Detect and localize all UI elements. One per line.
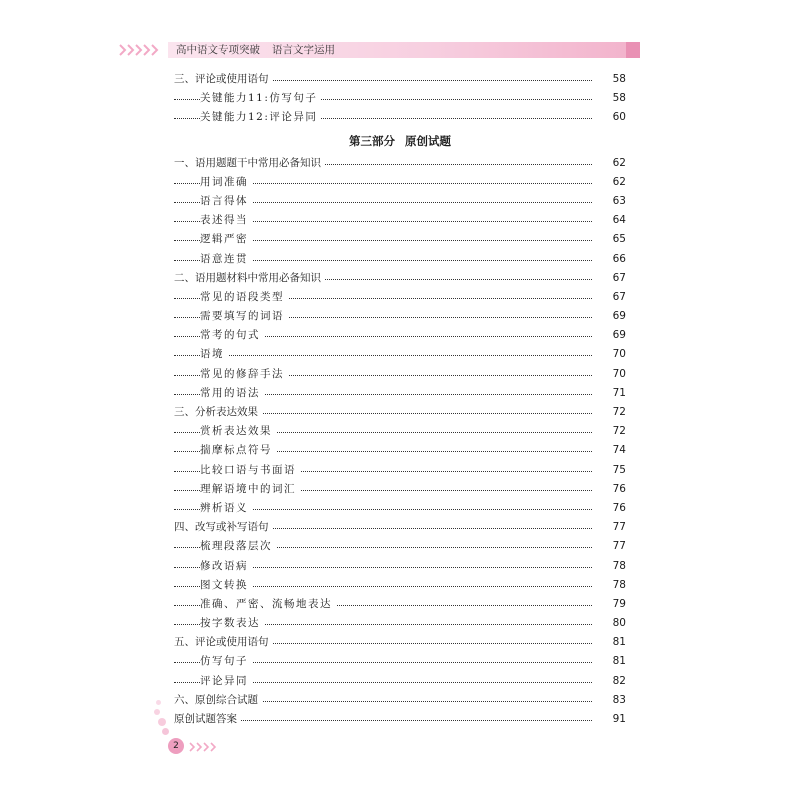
part-name: 原创试题 (405, 133, 451, 148)
toc-entry-label: 图文转换 (200, 576, 252, 595)
toc-entry (174, 672, 626, 691)
dot-leader (174, 355, 592, 356)
toc-entry (174, 307, 626, 326)
toc-entry (174, 557, 626, 576)
page-number-badge: 2 (168, 738, 184, 754)
toc-entry-page: 69 (612, 310, 626, 323)
toc-entry-page: 60 (612, 111, 626, 124)
toc-entry-label: 关键能力12:评论异同 (200, 108, 321, 127)
toc-entry (174, 108, 626, 127)
toc-entry (174, 345, 626, 364)
toc-entry-page: 78 (612, 559, 626, 572)
toc-entry-label: 准确、严密、流畅地表达 (200, 595, 336, 614)
decorative-dot (158, 718, 166, 726)
toc-entry-label: 辨析语义 (200, 499, 252, 518)
toc-entry (174, 403, 626, 422)
toc-entry-label: 梳理段落层次 (200, 537, 276, 556)
toc-entry-page: 62 (612, 156, 626, 169)
toc-entry-page: 75 (612, 463, 626, 476)
decorative-dot (156, 700, 161, 705)
toc-entry (174, 537, 626, 556)
toc-entry (174, 441, 626, 460)
toc-entry-label: 常用的语法 (200, 384, 264, 403)
toc-entry-page: 67 (612, 271, 626, 284)
decorative-dot (154, 709, 160, 715)
toc-pre-list (174, 70, 626, 128)
toc-entry-page: 65 (612, 233, 626, 246)
toc-entry-label: 关键能力11:仿写句子 (200, 89, 321, 108)
table-of-contents (174, 70, 626, 729)
toc-entry-label: 五、评论或使用语句 (174, 633, 273, 652)
chevron-arrows-icon (118, 43, 164, 57)
toc-entry (174, 269, 626, 288)
toc-entry (174, 384, 626, 403)
toc-entry-page: 58 (612, 92, 626, 105)
toc-entry-label: 常考的句式 (200, 326, 264, 345)
toc-entry (174, 89, 626, 108)
toc-entry (174, 211, 626, 230)
toc-entry (174, 633, 626, 652)
toc-entry-label: 一、语用题题干中常用必备知识 (174, 154, 325, 173)
toc-entry-page: 76 (612, 482, 626, 495)
toc-entry-page: 80 (612, 617, 626, 630)
toc-entry-page: 81 (612, 636, 626, 649)
toc-entry (174, 461, 626, 480)
toc-entry (174, 518, 626, 537)
toc-entry-label: 六、原创综合试题 (174, 691, 262, 710)
toc-entry (174, 576, 626, 595)
header-title (176, 42, 335, 58)
toc-entry-page: 78 (612, 578, 626, 591)
toc-entry-label: 揣摩标点符号 (200, 441, 276, 460)
chevron-arrows-icon (188, 741, 224, 753)
toc-entry (174, 70, 626, 89)
toc-entry (174, 652, 626, 671)
toc-entry-label: 语境 (200, 345, 228, 364)
toc-entry-page: 66 (612, 252, 626, 265)
section-title: 语言文字运用 (272, 44, 335, 56)
toc-entry-label: 语意连贯 (200, 250, 252, 269)
toc-entry-label: 四、改写或补写语句 (174, 518, 273, 537)
toc-entry (174, 710, 626, 729)
toc-entry-page: 62 (612, 175, 626, 188)
toc-entry-page: 83 (612, 693, 626, 706)
toc-entry-label: 逻辑严密 (200, 230, 252, 249)
toc-entry-page: 72 (612, 425, 626, 438)
toc-entry-label: 用词准确 (200, 173, 252, 192)
toc-entry-page: 70 (612, 348, 626, 361)
toc-entry-label: 比较口语与书面语 (200, 461, 300, 480)
toc-entry-page: 76 (612, 501, 626, 514)
toc-entry-label: 常见的修辞手法 (200, 365, 288, 384)
toc-entry-page: 67 (612, 290, 626, 303)
toc-entry (174, 250, 626, 269)
toc-entry (174, 499, 626, 518)
toc-entry-label: 语言得体 (200, 192, 252, 211)
toc-entry-label: 理解语境中的词汇 (200, 480, 300, 499)
toc-entry-page: 82 (612, 674, 626, 687)
toc-entry-page: 72 (612, 406, 626, 418)
toc-entry-page: 58 (612, 73, 626, 85)
header-tail (626, 42, 640, 58)
toc-entry-label: 仿写句子 (200, 652, 252, 671)
toc-main-list (174, 154, 626, 730)
toc-entry (174, 288, 626, 307)
toc-entry-label: 常见的语段类型 (200, 288, 288, 307)
book-title: 高中语文专项突破 (176, 44, 260, 56)
toc-entry-label: 修改语病 (200, 557, 252, 576)
toc-entry-label: 赏析表达效果 (200, 422, 276, 441)
toc-entry-label: 表述得当 (200, 211, 252, 230)
toc-entry-label: 按字数表达 (200, 614, 264, 633)
toc-entry-page: 69 (612, 329, 626, 342)
toc-entry-page: 77 (612, 540, 626, 553)
toc-entry-page: 63 (612, 194, 626, 207)
toc-entry-label: 三、分析表达效果 (174, 403, 262, 422)
part-number: 第三部分 (349, 133, 395, 148)
toc-entry (174, 480, 626, 499)
toc-entry (174, 691, 626, 710)
toc-entry (174, 422, 626, 441)
toc-entry (174, 230, 626, 249)
toc-entry (174, 595, 626, 614)
toc-entry (174, 192, 626, 211)
toc-entry-label: 三、评论或使用语句 (174, 70, 273, 89)
toc-entry-label: 原创试题答案 (174, 710, 241, 729)
toc-entry-label: 评论异同 (200, 672, 252, 691)
toc-entry-page: 64 (612, 214, 626, 227)
toc-entry (174, 154, 626, 173)
toc-entry-label: 需要填写的词语 (200, 307, 288, 326)
toc-entry-page: 74 (612, 444, 626, 457)
toc-entry (174, 173, 626, 192)
part-title (174, 128, 626, 154)
toc-entry (174, 365, 626, 384)
header-band (168, 42, 640, 58)
toc-entry-page: 71 (612, 386, 626, 399)
toc-entry-page: 81 (612, 655, 626, 668)
toc-entry-page: 91 (612, 713, 626, 725)
toc-entry (174, 326, 626, 345)
page-footer (150, 700, 230, 760)
toc-entry-page: 77 (612, 521, 626, 534)
toc-entry (174, 614, 626, 633)
toc-entry-page: 70 (612, 367, 626, 380)
page-header (118, 42, 640, 58)
toc-entry-page: 79 (612, 597, 626, 610)
toc-entry-label: 二、语用题材料中常用必备知识 (174, 269, 325, 288)
decorative-dot (162, 728, 169, 735)
